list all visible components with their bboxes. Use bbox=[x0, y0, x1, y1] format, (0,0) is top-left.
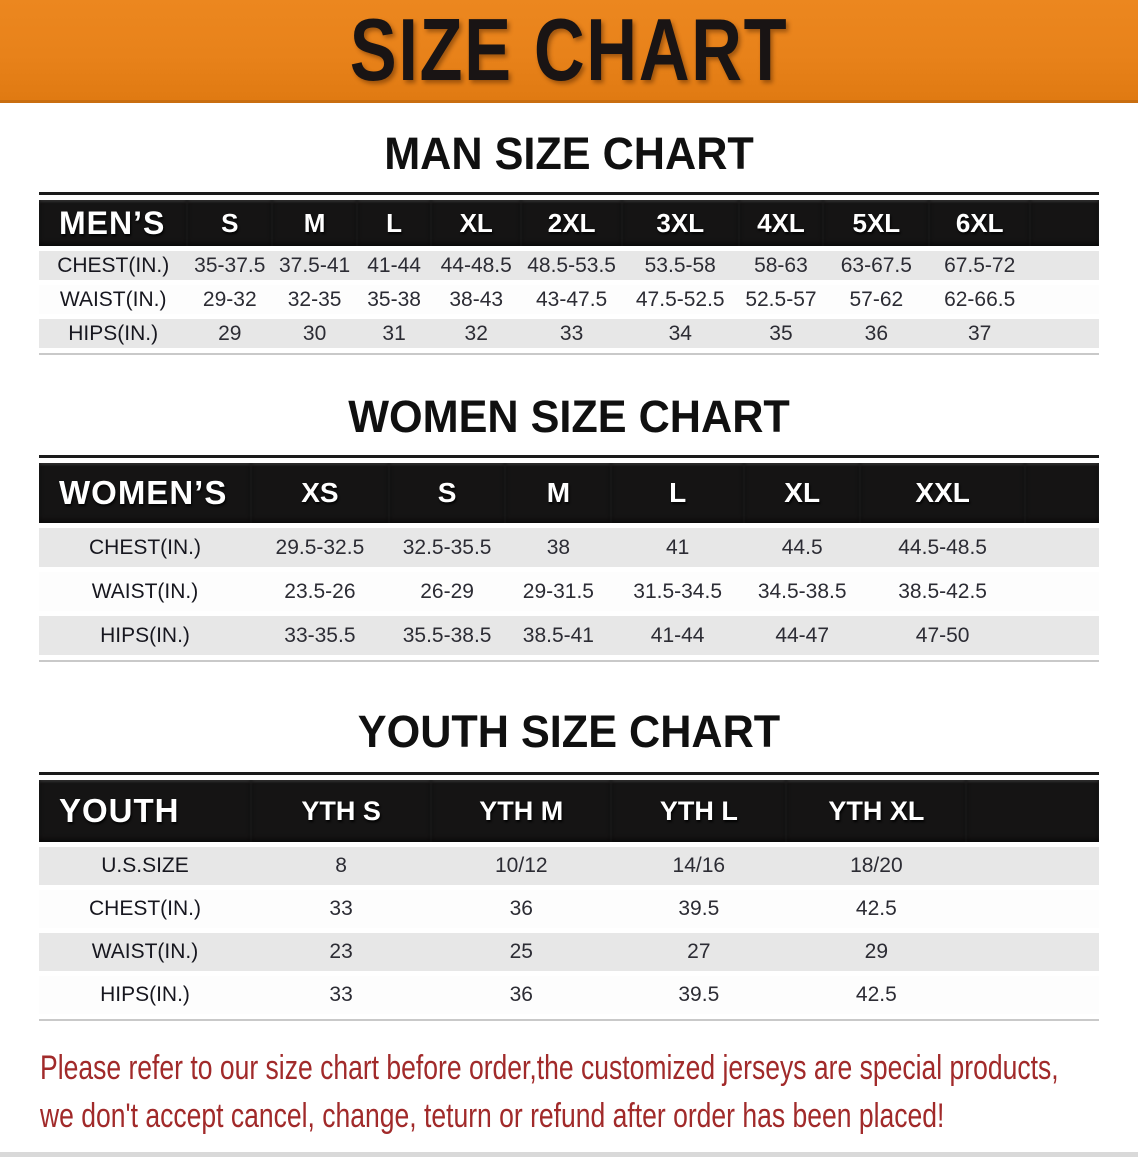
men-cell-1-4: 43-47.5 bbox=[521, 285, 622, 314]
men-column-header-1: M bbox=[272, 200, 357, 246]
youth-row-filler-1 bbox=[966, 890, 1099, 928]
men-row-label-1: WAIST(IN.) bbox=[39, 285, 187, 314]
youth-table-row-2 bbox=[39, 933, 1099, 971]
men-cell-0-6: 58-63 bbox=[739, 251, 824, 280]
men-column-header-2: L bbox=[357, 200, 431, 246]
men-cell-1-8: 62-66.5 bbox=[929, 285, 1030, 314]
order-note-line2: we don't accept cancel, change, teturn or refund after order has been placed! bbox=[40, 1096, 945, 1135]
women-row-filler-1 bbox=[1025, 572, 1099, 611]
youth-cell-2-0: 23 bbox=[251, 933, 431, 971]
youth-cell-1-0: 33 bbox=[251, 890, 431, 928]
women-cell-2-5: 47-50 bbox=[860, 616, 1024, 655]
women-table-row-0 bbox=[39, 528, 1099, 567]
youth-row-label-2: WAIST(IN.) bbox=[39, 933, 251, 971]
women-column-header-1: S bbox=[389, 463, 506, 523]
women-row-filler-0 bbox=[1025, 528, 1099, 567]
men-cell-0-7: 63-67.5 bbox=[823, 251, 929, 280]
women-header-filler bbox=[1025, 463, 1099, 523]
men-cell-2-8: 37 bbox=[929, 319, 1030, 348]
men-cell-2-3: 32 bbox=[431, 319, 521, 348]
men-row-filler-1 bbox=[1030, 285, 1099, 314]
women-section-heading: WOMEN SIZE CHART bbox=[348, 391, 790, 442]
youth-section-heading: YOUTH SIZE CHART bbox=[357, 706, 781, 757]
youth-cell-1-1: 36 bbox=[431, 890, 611, 928]
youth-row-label-0: U.S.SIZE bbox=[39, 847, 251, 885]
women-cell-1-2: 29-31.5 bbox=[505, 572, 611, 611]
women-table-row-1 bbox=[39, 572, 1099, 611]
women-column-header-5: XXL bbox=[860, 463, 1024, 523]
men-column-header-7: 5XL bbox=[823, 200, 929, 246]
men-column-header-4: 2XL bbox=[521, 200, 622, 246]
women-cell-1-4: 34.5-38.5 bbox=[744, 572, 861, 611]
men-cell-1-7: 57-62 bbox=[823, 285, 929, 314]
women-cell-2-3: 41-44 bbox=[611, 616, 744, 655]
women-cell-2-2: 38.5-41 bbox=[505, 616, 611, 655]
youth-table-row-1 bbox=[39, 890, 1099, 928]
men-row-label-0: CHEST(IN.) bbox=[39, 251, 187, 280]
youth-cell-2-1: 25 bbox=[431, 933, 611, 971]
men-row-filler-2 bbox=[1030, 319, 1099, 348]
men-cell-2-7: 36 bbox=[823, 319, 929, 348]
men-header-row bbox=[39, 200, 1099, 246]
women-cell-1-3: 31.5-34.5 bbox=[611, 572, 744, 611]
youth-table-row-0 bbox=[39, 847, 1099, 885]
men-cell-0-8: 67.5-72 bbox=[929, 251, 1030, 280]
men-row-label-2: HIPS(IN.) bbox=[39, 319, 187, 348]
youth-cell-2-2: 27 bbox=[611, 933, 786, 971]
banner-title: SIZE CHART bbox=[349, 0, 789, 99]
youth-row-label-1: CHEST(IN.) bbox=[39, 890, 251, 928]
men-cell-1-3: 38-43 bbox=[431, 285, 521, 314]
men-cell-2-4: 33 bbox=[521, 319, 622, 348]
men-section bbox=[0, 128, 1138, 355]
men-column-header-5: 3XL bbox=[622, 200, 739, 246]
men-row-filler-0 bbox=[1030, 251, 1099, 280]
youth-cell-1-2: 39.5 bbox=[611, 890, 786, 928]
women-column-header-0: XS bbox=[251, 463, 389, 523]
women-column-header-3: L bbox=[611, 463, 744, 523]
youth-header-filler bbox=[966, 780, 1099, 842]
men-column-header-3: XL bbox=[431, 200, 521, 246]
order-note-line1: Please refer to our size chart before order,the customized jerseys are special products, bbox=[40, 1049, 1059, 1087]
men-cell-0-1: 37.5-41 bbox=[272, 251, 357, 280]
youth-section bbox=[0, 706, 1138, 1021]
youth-cell-0-1: 10/12 bbox=[431, 847, 611, 885]
order-note bbox=[40, 1045, 1099, 1140]
women-row-label-0: CHEST(IN.) bbox=[39, 528, 251, 567]
women-cell-2-0: 33-35.5 bbox=[251, 616, 389, 655]
youth-column-header-3: YTH XL bbox=[786, 780, 966, 842]
men-table-row-1 bbox=[39, 285, 1099, 314]
youth-cell-3-1: 36 bbox=[431, 976, 611, 1014]
bottom-strip bbox=[0, 1152, 1138, 1157]
women-cell-1-0: 23.5-26 bbox=[251, 572, 389, 611]
women-row-filler-2 bbox=[1025, 616, 1099, 655]
men-cell-1-1: 32-35 bbox=[272, 285, 357, 314]
youth-cell-2-3: 29 bbox=[786, 933, 966, 971]
women-row-label-2: HIPS(IN.) bbox=[39, 616, 251, 655]
banner bbox=[0, 0, 1138, 103]
women-row-label-1: WAIST(IN.) bbox=[39, 572, 251, 611]
women-header-label: WOMEN’S bbox=[39, 463, 251, 523]
youth-cell-3-0: 33 bbox=[251, 976, 431, 1014]
women-cell-2-1: 35.5-38.5 bbox=[389, 616, 506, 655]
men-column-header-8: 6XL bbox=[929, 200, 1030, 246]
youth-row-filler-3 bbox=[966, 976, 1099, 1014]
youth-cell-3-3: 42.5 bbox=[786, 976, 966, 1014]
men-column-header-6: 4XL bbox=[739, 200, 824, 246]
men-table-row-0 bbox=[39, 251, 1099, 280]
women-cell-0-3: 41 bbox=[611, 528, 744, 567]
men-cell-2-5: 34 bbox=[622, 319, 739, 348]
women-cell-0-5: 44.5-48.5 bbox=[860, 528, 1024, 567]
men-cell-0-3: 44-48.5 bbox=[431, 251, 521, 280]
men-cell-1-5: 47.5-52.5 bbox=[622, 285, 739, 314]
women-cell-0-2: 38 bbox=[505, 528, 611, 567]
youth-column-header-0: YTH S bbox=[251, 780, 431, 842]
men-cell-1-2: 35-38 bbox=[357, 285, 431, 314]
women-size-table bbox=[39, 455, 1099, 662]
women-table-row-2 bbox=[39, 616, 1099, 655]
youth-column-header-2: YTH L bbox=[611, 780, 786, 842]
men-cell-0-2: 41-44 bbox=[357, 251, 431, 280]
men-cell-2-0: 29 bbox=[187, 319, 272, 348]
youth-header-label: YOUTH bbox=[39, 780, 251, 842]
men-size-table bbox=[39, 192, 1099, 355]
men-cell-0-5: 53.5-58 bbox=[622, 251, 739, 280]
men-table-row-2 bbox=[39, 319, 1099, 348]
youth-cell-3-2: 39.5 bbox=[611, 976, 786, 1014]
men-column-header-0: S bbox=[187, 200, 272, 246]
youth-row-filler-0 bbox=[966, 847, 1099, 885]
youth-table-row-3 bbox=[39, 976, 1099, 1014]
men-cell-1-6: 52.5-57 bbox=[739, 285, 824, 314]
women-column-header-4: XL bbox=[744, 463, 861, 523]
youth-size-table bbox=[39, 772, 1099, 1021]
men-cell-2-1: 30 bbox=[272, 319, 357, 348]
women-cell-0-1: 32.5-35.5 bbox=[389, 528, 506, 567]
men-cell-1-0: 29-32 bbox=[187, 285, 272, 314]
men-header-label: MEN’S bbox=[39, 200, 187, 246]
men-header-filler bbox=[1030, 200, 1099, 246]
youth-cell-0-2: 14/16 bbox=[611, 847, 786, 885]
youth-cell-0-3: 18/20 bbox=[786, 847, 966, 885]
youth-column-header-1: YTH M bbox=[431, 780, 611, 842]
women-cell-1-5: 38.5-42.5 bbox=[860, 572, 1024, 611]
men-cell-2-2: 31 bbox=[357, 319, 431, 348]
women-cell-2-4: 44-47 bbox=[744, 616, 861, 655]
women-section bbox=[0, 391, 1138, 662]
men-cell-0-0: 35-37.5 bbox=[187, 251, 272, 280]
women-cell-0-0: 29.5-32.5 bbox=[251, 528, 389, 567]
women-cell-0-4: 44.5 bbox=[744, 528, 861, 567]
men-cell-0-4: 48.5-53.5 bbox=[521, 251, 622, 280]
youth-cell-0-0: 8 bbox=[251, 847, 431, 885]
women-header-row bbox=[39, 463, 1099, 523]
men-cell-2-6: 35 bbox=[739, 319, 824, 348]
youth-row-filler-2 bbox=[966, 933, 1099, 971]
youth-row-label-3: HIPS(IN.) bbox=[39, 976, 251, 1014]
men-section-heading: MAN SIZE CHART bbox=[384, 128, 754, 179]
youth-cell-1-3: 42.5 bbox=[786, 890, 966, 928]
youth-header-row bbox=[39, 780, 1099, 842]
women-column-header-2: M bbox=[505, 463, 611, 523]
women-cell-1-1: 26-29 bbox=[389, 572, 506, 611]
